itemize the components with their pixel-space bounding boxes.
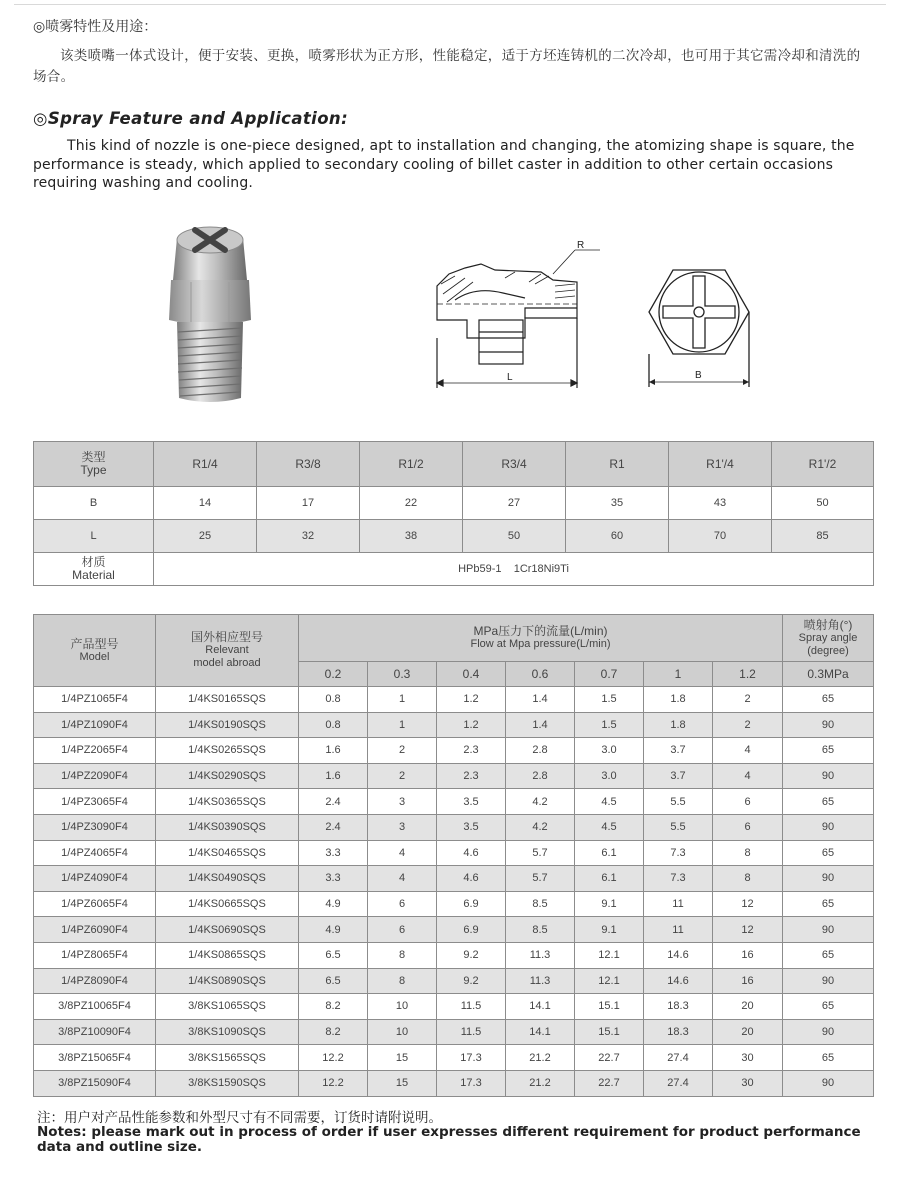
l-value: 50	[463, 520, 566, 553]
table-row	[34, 968, 874, 994]
side-view-drawing	[425, 238, 600, 388]
angle-cell: 65	[783, 891, 874, 917]
model-cell: 1/4PZ4090F4	[34, 866, 156, 892]
l-label: L	[34, 520, 154, 553]
flow-cell: 15.1	[575, 994, 644, 1020]
abroad-model-cell: 1/4KS0665SQS	[156, 891, 299, 917]
flow-cell: 2	[713, 687, 783, 713]
material-header: 材质 Material	[34, 553, 154, 586]
abroad-model-cell: 3/8KS1590SQS	[156, 1070, 299, 1096]
angle-cell: 90	[783, 866, 874, 892]
table-row	[34, 1045, 874, 1071]
note-en: Notes: please mark out in process of order if user expresses different requirement for product performance data and outline size.	[37, 1124, 861, 1155]
flow-cell: 5.7	[506, 866, 575, 892]
flow-cell: 3.0	[575, 763, 644, 789]
flow-cell: 9.2	[437, 968, 506, 994]
pressure-cell: 1	[644, 662, 713, 687]
flow-cell: 18.3	[644, 994, 713, 1020]
pressure-cell: 0.6	[506, 662, 575, 687]
flow-cell: 14.6	[644, 942, 713, 968]
flow-cell: 11.3	[506, 968, 575, 994]
model-cell: 1/4PZ6090F4	[34, 917, 156, 943]
angle-cell: 65	[783, 789, 874, 815]
type-header: 类型 Type	[34, 442, 154, 487]
flow-cell: 11.5	[437, 994, 506, 1020]
angle-cell: 65	[783, 687, 874, 713]
abroad-model-cell: 1/4KS0465SQS	[156, 840, 299, 866]
flow-cell: 12.1	[575, 942, 644, 968]
flow-cell: 7.3	[644, 840, 713, 866]
size-b-row	[34, 487, 874, 520]
flow-cell: 4.9	[299, 891, 368, 917]
type-cell: R1/4	[154, 442, 257, 487]
flow-cell: 22.7	[575, 1070, 644, 1096]
top-view-drawing	[645, 262, 753, 387]
flow-cell: 1.5	[575, 687, 644, 713]
angle-cell: 90	[783, 1070, 874, 1096]
dim-l-label: L	[507, 372, 513, 383]
model-cell: 1/4PZ2065F4	[34, 738, 156, 764]
angle-cell: 90	[783, 763, 874, 789]
flow-cell: 3.7	[644, 763, 713, 789]
flow-cell: 3.0	[575, 738, 644, 764]
en-heading-text: Spray Feature and Application:	[47, 109, 349, 128]
b-value: 43	[669, 487, 772, 520]
flow-cell: 2	[368, 763, 437, 789]
heading-circle-mark: ◎	[33, 109, 48, 128]
table-row	[34, 840, 874, 866]
angle-header: 喷射角(°) Spray angle (degree)	[783, 615, 874, 662]
flow-cell: 2.8	[506, 738, 575, 764]
flow-cell: 1.5	[575, 712, 644, 738]
l-value: 85	[772, 520, 874, 553]
note-cn: 注：用户对产品性能参数和外型尺寸有不同需要，订货时请附说明。	[37, 1110, 442, 1126]
flow-cell: 1.6	[299, 763, 368, 789]
flow-table-body	[34, 687, 874, 1097]
abroad-model-cell: 1/4KS0865SQS	[156, 942, 299, 968]
angle-pressure-cell: 0.3MPa	[783, 662, 874, 687]
abroad-model-cell: 1/4KS0290SQS	[156, 763, 299, 789]
dim-r-label: R	[577, 240, 585, 251]
b-value: 14	[154, 487, 257, 520]
flow-cell: 10	[368, 994, 437, 1020]
l-value: 70	[669, 520, 772, 553]
flow-cell: 15	[368, 1045, 437, 1071]
flow-cell: 6	[368, 917, 437, 943]
angle-cell: 65	[783, 994, 874, 1020]
flow-cell: 14.1	[506, 1019, 575, 1045]
l-value: 25	[154, 520, 257, 553]
flow-cell: 8	[368, 942, 437, 968]
flow-cell: 3.3	[299, 866, 368, 892]
flow-cell: 15.1	[575, 1019, 644, 1045]
flow-cell: 9.1	[575, 917, 644, 943]
abroad-model-cell: 1/4KS0490SQS	[156, 866, 299, 892]
flow-cell: 12.1	[575, 968, 644, 994]
model-cell: 1/4PZ1090F4	[34, 712, 156, 738]
pressure-cell: 0.2	[299, 662, 368, 687]
pressure-cell: 0.3	[368, 662, 437, 687]
flow-cell: 2.3	[437, 738, 506, 764]
flow-cell: 6.9	[437, 891, 506, 917]
flow-cell: 8	[713, 840, 783, 866]
pressure-cell: 1.2	[713, 662, 783, 687]
flow-cell: 11.5	[437, 1019, 506, 1045]
table-row	[34, 891, 874, 917]
flow-cell: 8.2	[299, 1019, 368, 1045]
flow-cell: 12	[713, 891, 783, 917]
flow-cell: 16	[713, 942, 783, 968]
model-cell: 3/8PZ15065F4	[34, 1045, 156, 1071]
flow-cell: 5.7	[506, 840, 575, 866]
size-header-row	[34, 442, 874, 487]
b-label: B	[34, 487, 154, 520]
abroad-header: 国外相应型号 Relevant model abroad	[156, 615, 299, 687]
flow-cell: 4.6	[437, 840, 506, 866]
flow-cell: 17.3	[437, 1045, 506, 1071]
type-cell: R3/4	[463, 442, 566, 487]
l-value: 32	[257, 520, 360, 553]
angle-cell: 90	[783, 712, 874, 738]
abroad-model-cell: 1/4KS0265SQS	[156, 738, 299, 764]
flow-cell: 9.1	[575, 891, 644, 917]
model-cell: 1/4PZ3090F4	[34, 814, 156, 840]
abroad-model-cell: 1/4KS0890SQS	[156, 968, 299, 994]
abroad-model-cell: 1/4KS0390SQS	[156, 814, 299, 840]
angle-cell: 65	[783, 942, 874, 968]
flow-cell: 6.1	[575, 866, 644, 892]
flow-cell: 1.2	[437, 687, 506, 713]
flow-cell: 2.4	[299, 814, 368, 840]
flow-cell: 16	[713, 968, 783, 994]
cn-paragraph: 该类喷嘴一体式设计，便于安装、更换，喷雾形状为正方形，性能稳定，适于方坯连铸机的二次冷却，也可用于其它需冷却和清洗的场合。	[33, 48, 861, 85]
top-rule	[14, 4, 886, 5]
size-table	[33, 441, 874, 586]
flow-cell: 3.5	[437, 789, 506, 815]
angle-cell: 90	[783, 814, 874, 840]
angle-cell: 65	[783, 840, 874, 866]
flow-cell: 6.5	[299, 942, 368, 968]
flow-cell: 4.6	[437, 866, 506, 892]
table-row	[34, 942, 874, 968]
model-cell: 3/8PZ15090F4	[34, 1070, 156, 1096]
flow-cell: 4	[713, 763, 783, 789]
flow-cell: 5.5	[644, 789, 713, 815]
model-cell: 1/4PZ8065F4	[34, 942, 156, 968]
flow-cell: 1.2	[437, 712, 506, 738]
flow-cell: 3.5	[437, 814, 506, 840]
flow-cell: 3.3	[299, 840, 368, 866]
flow-cell: 6.9	[437, 917, 506, 943]
table-row	[34, 1019, 874, 1045]
angle-cell: 90	[783, 1019, 874, 1045]
flow-cell: 4	[713, 738, 783, 764]
flow-cell: 4.2	[506, 814, 575, 840]
flow-header-row	[34, 615, 874, 662]
angle-cell: 65	[783, 738, 874, 764]
flow-cell: 3	[368, 814, 437, 840]
flow-cell: 1.4	[506, 687, 575, 713]
flow-cell: 0.8	[299, 712, 368, 738]
flow-cell: 7.3	[644, 866, 713, 892]
flow-cell: 1	[368, 712, 437, 738]
flow-cell: 2.8	[506, 763, 575, 789]
flow-cell: 6	[368, 891, 437, 917]
flow-cell: 1.8	[644, 712, 713, 738]
model-cell: 1/4PZ4065F4	[34, 840, 156, 866]
model-cell: 1/4PZ6065F4	[34, 891, 156, 917]
model-cell: 1/4PZ3065F4	[34, 789, 156, 815]
table-row	[34, 763, 874, 789]
table-row	[34, 917, 874, 943]
material-value: HPb59-1 1Cr18Ni9Ti	[154, 553, 874, 586]
l-value: 60	[566, 520, 669, 553]
flow-cell: 4.2	[506, 789, 575, 815]
flow-cell: 4.5	[575, 814, 644, 840]
flow-cell: 4	[368, 840, 437, 866]
model-header: 产品型号 Model	[34, 615, 156, 687]
flow-cell: 4.9	[299, 917, 368, 943]
type-cell: R1'/2	[772, 442, 874, 487]
table-row	[34, 712, 874, 738]
abroad-model-cell: 1/4KS0365SQS	[156, 789, 299, 815]
flow-cell: 17.3	[437, 1070, 506, 1096]
type-cell: R1	[566, 442, 669, 487]
flow-cell: 20	[713, 994, 783, 1020]
table-row	[34, 687, 874, 713]
flow-cell: 8.5	[506, 891, 575, 917]
nozzle-photo	[155, 220, 265, 405]
en-paragraph: This kind of nozzle is one-piece designed, apt to installation and changing, the atomizing shape is square, the performance is steady, which applied to secondary cooling of billet caster in addition to other certain occasions requiring washing and cooling.	[33, 138, 855, 191]
type-cell: R1'/4	[669, 442, 772, 487]
flow-cell: 10	[368, 1019, 437, 1045]
en-heading	[33, 109, 348, 128]
flow-cell: 6	[713, 814, 783, 840]
flow-cell: 6.1	[575, 840, 644, 866]
table-row	[34, 814, 874, 840]
abroad-model-cell: 3/8KS1565SQS	[156, 1045, 299, 1071]
table-row	[34, 789, 874, 815]
angle-cell: 90	[783, 968, 874, 994]
flow-cell: 3.7	[644, 738, 713, 764]
flow-cell: 12.2	[299, 1070, 368, 1096]
flow-cell: 2.3	[437, 763, 506, 789]
flow-cell: 2.4	[299, 789, 368, 815]
table-row	[34, 866, 874, 892]
abroad-model-cell: 1/4KS0190SQS	[156, 712, 299, 738]
model-cell: 3/8PZ10090F4	[34, 1019, 156, 1045]
flow-cell: 4.5	[575, 789, 644, 815]
flow-cell: 0.8	[299, 687, 368, 713]
model-cell: 1/4PZ8090F4	[34, 968, 156, 994]
flow-cell: 20	[713, 1019, 783, 1045]
flow-cell: 2	[368, 738, 437, 764]
pressure-cell: 0.7	[575, 662, 644, 687]
b-value: 17	[257, 487, 360, 520]
flow-cell: 1	[368, 687, 437, 713]
table-row	[34, 738, 874, 764]
flow-cell: 12	[713, 917, 783, 943]
flow-cell: 27.4	[644, 1070, 713, 1096]
flow-cell: 30	[713, 1045, 783, 1071]
angle-cell: 90	[783, 917, 874, 943]
abroad-model-cell: 3/8KS1065SQS	[156, 994, 299, 1020]
pressure-cell: 0.4	[437, 662, 506, 687]
type-cell: R1/2	[360, 442, 463, 487]
b-value: 35	[566, 487, 669, 520]
flow-cell: 8	[368, 968, 437, 994]
model-cell: 1/4PZ1065F4	[34, 687, 156, 713]
flow-cell: 27.4	[644, 1045, 713, 1071]
angle-cell: 65	[783, 1045, 874, 1071]
model-cell: 1/4PZ2090F4	[34, 763, 156, 789]
l-value: 38	[360, 520, 463, 553]
flow-cell: 14.1	[506, 994, 575, 1020]
cn-heading: ◎喷雾特性及用途：	[33, 19, 158, 35]
flow-cell: 5.5	[644, 814, 713, 840]
b-value: 50	[772, 487, 874, 520]
flow-cell: 1.4	[506, 712, 575, 738]
flow-cell: 4	[368, 866, 437, 892]
flow-cell: 11.3	[506, 942, 575, 968]
flow-table	[33, 614, 874, 1097]
flow-cell: 9.2	[437, 942, 506, 968]
flow-cell: 12.2	[299, 1045, 368, 1071]
table-row	[34, 994, 874, 1020]
flow-cell: 6	[713, 789, 783, 815]
flow-cell: 8.2	[299, 994, 368, 1020]
flow-cell: 11	[644, 891, 713, 917]
abroad-model-cell: 1/4KS0690SQS	[156, 917, 299, 943]
size-l-row	[34, 520, 874, 553]
flow-cell: 21.2	[506, 1070, 575, 1096]
b-value: 27	[463, 487, 566, 520]
table-row	[34, 1070, 874, 1096]
flow-cell: 8.5	[506, 917, 575, 943]
flow-cell: 14.6	[644, 968, 713, 994]
flow-header: MPa压力下的流量(L/min) Flow at Mpa pressure(L/min)	[299, 615, 783, 662]
flow-cell: 6.5	[299, 968, 368, 994]
flow-cell: 8	[713, 866, 783, 892]
abroad-model-cell: 3/8KS1090SQS	[156, 1019, 299, 1045]
flow-cell: 18.3	[644, 1019, 713, 1045]
b-value: 22	[360, 487, 463, 520]
type-cell: R3/8	[257, 442, 360, 487]
flow-cell: 1.8	[644, 687, 713, 713]
size-material-row	[34, 553, 874, 586]
flow-cell: 21.2	[506, 1045, 575, 1071]
flow-cell: 15	[368, 1070, 437, 1096]
flow-cell: 3	[368, 789, 437, 815]
model-cell: 3/8PZ10065F4	[34, 994, 156, 1020]
abroad-model-cell: 1/4KS0165SQS	[156, 687, 299, 713]
flow-cell: 22.7	[575, 1045, 644, 1071]
flow-cell: 11	[644, 917, 713, 943]
flow-cell: 30	[713, 1070, 783, 1096]
flow-cell: 1.6	[299, 738, 368, 764]
flow-cell: 2	[713, 712, 783, 738]
dim-b-label: B	[695, 370, 702, 381]
